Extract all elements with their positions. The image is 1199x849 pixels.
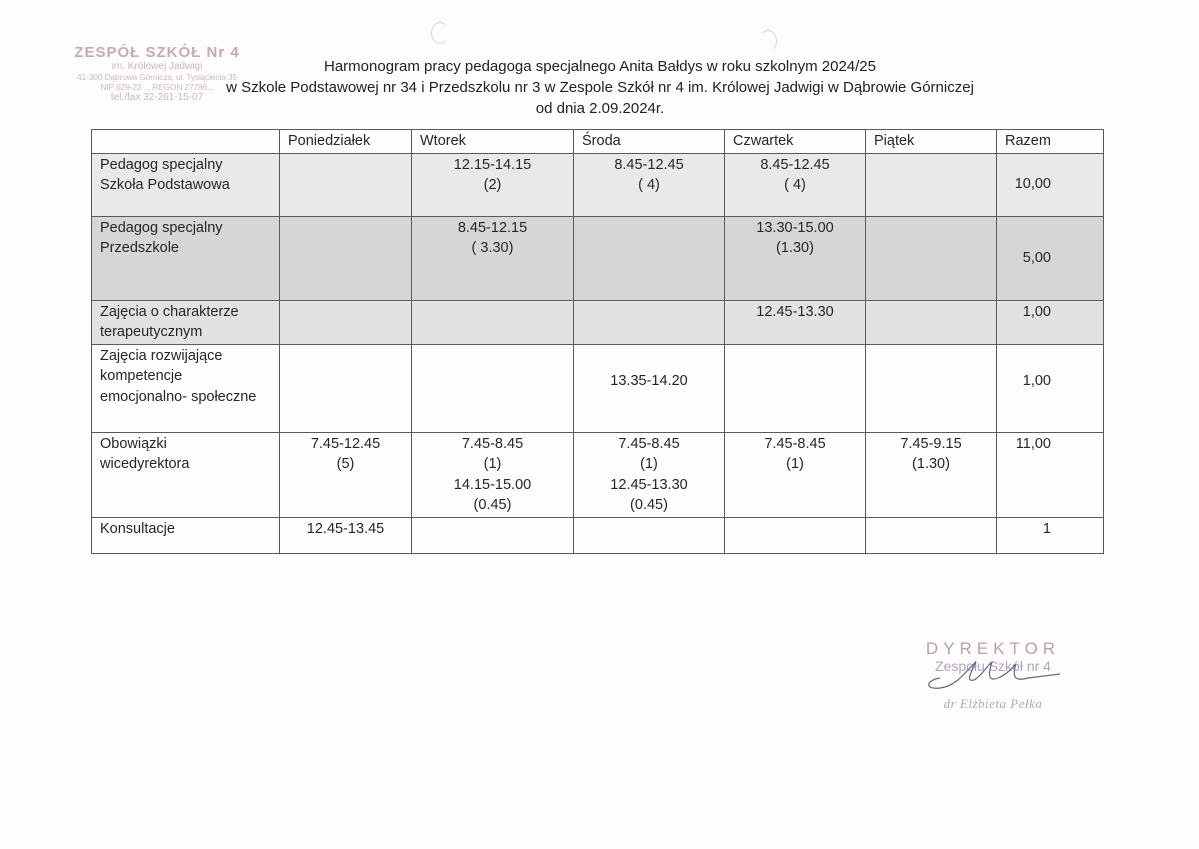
cell-thursday — [725, 344, 866, 432]
cell-total: 1,00 — [997, 300, 1104, 344]
column-header-wednesday: Środa — [574, 130, 725, 154]
table-row-special-pedagogue-primary — [92, 153, 1104, 216]
column-header-friday: Piątek — [866, 130, 997, 154]
column-header-monday: Poniedziałek — [280, 130, 412, 154]
handwritten-signature-icon — [918, 656, 1068, 696]
table-header-row — [92, 130, 1104, 154]
cell-tuesday: 12.15-14.15 (2) — [412, 153, 574, 216]
row-label: Zajęcia o charakterze terapeutycznym — [92, 300, 280, 344]
row-label: Konsultacje — [92, 517, 280, 553]
school-stamp-patron: im. Królowej Jadwigi — [111, 61, 203, 73]
cell-tuesday: 8.45-12.15 ( 3.30) — [412, 216, 574, 300]
column-header-total: Razem — [997, 130, 1104, 154]
cell-tuesday: 7.45-8.45 (1) 14.15-15.00 (0.45) — [412, 432, 574, 517]
cell-friday — [866, 216, 997, 300]
table-row-consultations — [92, 517, 1104, 553]
director-signature-stamp — [918, 640, 1068, 712]
cell-wednesday: 13.35-14.20 — [574, 344, 725, 432]
cell-monday — [280, 344, 412, 432]
cell-friday — [866, 300, 997, 344]
punch-hole-mark — [431, 22, 449, 44]
document-header — [200, 56, 1000, 119]
cell-monday — [280, 153, 412, 216]
cell-monday: 12.45-13.45 — [280, 517, 412, 553]
cell-total: 1 — [997, 517, 1104, 553]
schedule-table — [91, 129, 1104, 554]
school-stamp-name: ZESPÓŁ SZKÓŁ Nr 4 — [74, 44, 240, 61]
cell-wednesday: 8.45-12.45 ( 4) — [574, 153, 725, 216]
cell-monday: 7.45-12.45 (5) — [280, 432, 412, 517]
cell-wednesday: 7.45-8.45 (1) 12.45-13.30 (0.45) — [574, 432, 725, 517]
school-stamp-phone: tel./fax 32-261-15-07 — [110, 92, 204, 104]
signature-stamp-name: dr Elżbieta Pełka — [943, 696, 1043, 711]
cell-thursday: 12.45-13.30 — [725, 300, 866, 344]
table-row-therapeutic-classes — [92, 300, 1104, 344]
row-label: Obowiązki wicedyrektora — [92, 432, 280, 517]
cell-wednesday — [574, 300, 725, 344]
row-label: Zajęcia rozwijające kompetencje emocjonalno- społeczne — [92, 344, 280, 432]
cell-tuesday — [412, 300, 574, 344]
column-header-empty — [92, 130, 280, 154]
row-label: Pedagog specjalny Przedszkole — [92, 216, 280, 300]
cell-thursday: 8.45-12.45 ( 4) — [725, 153, 866, 216]
cell-friday — [866, 153, 997, 216]
cell-tuesday — [412, 517, 574, 553]
cell-tuesday — [412, 344, 574, 432]
document-date: od dnia 2.09.2024r. — [535, 100, 665, 117]
cell-thursday — [725, 517, 866, 553]
cell-friday: 7.45-9.15 (1.30) — [866, 432, 997, 517]
row-label: Pedagog specjalny Szkoła Podstawowa — [92, 153, 280, 216]
cell-monday — [280, 216, 412, 300]
school-stamp-address: 41-300 Dąbrowa Górnicza, ul. Tysiąclecia 35 — [77, 71, 237, 82]
cell-monday — [280, 300, 412, 344]
punch-hole-mark — [759, 30, 777, 52]
table-row-special-pedagogue-preschool — [92, 216, 1104, 300]
cell-friday — [866, 517, 997, 553]
cell-total: 1,00 — [997, 344, 1104, 432]
cell-total: 5,00 — [997, 216, 1104, 300]
signature-stamp-title: DYREKTOR — [925, 639, 1061, 658]
cell-wednesday — [574, 216, 725, 300]
cell-total: 11,00 — [997, 432, 1104, 517]
document-title: Harmonogram pracy pedagoga specjalnego Anita Bałdys w roku szkolnym 2024/25 — [324, 58, 876, 75]
cell-thursday: 7.45-8.45 (1) — [725, 432, 866, 517]
signature-stamp-subtitle: Zespołu Szkół nr 4 — [935, 658, 1051, 674]
cell-friday — [866, 344, 997, 432]
table-row-socio-emotional-classes — [92, 344, 1104, 432]
cell-thursday: 13.30-15.00 (1.30) — [725, 216, 866, 300]
column-header-tuesday: Wtorek — [412, 130, 574, 154]
cell-total: 10,00 — [997, 153, 1104, 216]
table-row-vice-principal-duties — [92, 432, 1104, 517]
document-subtitle: w Szkole Podstawowej nr 34 i Przedszkolu nr 3 w Zespole Szkół nr 4 im. Królowej Jadwigi w Dąbrowie Górniczej — [226, 79, 974, 96]
school-stamp-ids: NIP 629-22 ... REGON 27786... — [100, 81, 214, 92]
column-header-thursday: Czwartek — [725, 130, 866, 154]
cell-wednesday — [574, 517, 725, 553]
